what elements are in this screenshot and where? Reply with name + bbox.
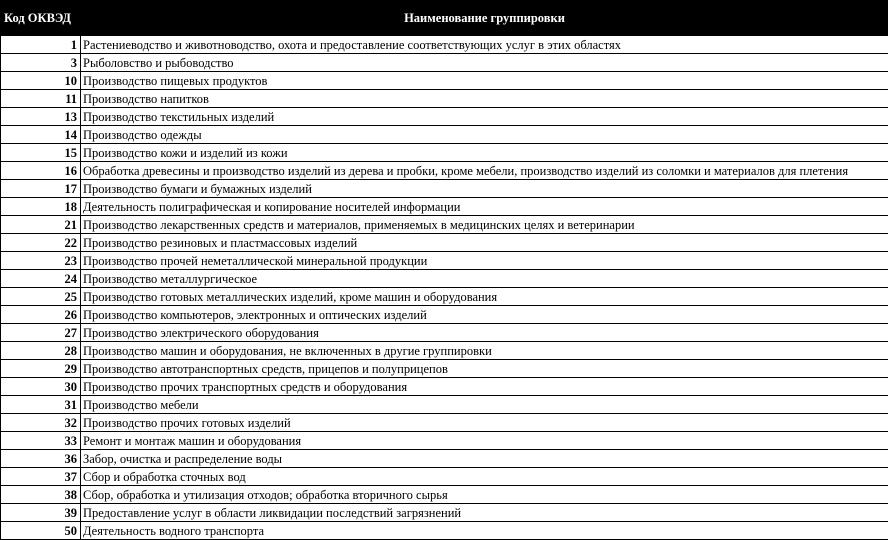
header-name: Наименование группировки bbox=[81, 1, 888, 36]
table-row bbox=[1, 324, 888, 342]
okved-code-cell: 15 bbox=[1, 144, 81, 162]
group-name-cell: Обработка древесины и производство изделий из дерева и пробки, кроме мебели, производство изделий из соломки и материалов для плетения bbox=[81, 162, 888, 180]
okved-code-cell: 18 bbox=[1, 198, 81, 216]
table-row bbox=[1, 342, 888, 360]
group-name-cell: Производство лекарственных средств и материалов, применяемых в медицинских целях и ветеринарии bbox=[81, 216, 888, 234]
table-row bbox=[1, 90, 888, 108]
group-name-cell: Ремонт и монтаж машин и оборудования bbox=[81, 432, 888, 450]
group-name-cell: Деятельность водного транспорта bbox=[81, 522, 888, 540]
table-row bbox=[1, 396, 888, 414]
okved-code-cell: 39 bbox=[1, 504, 81, 522]
table-row bbox=[1, 306, 888, 324]
group-name-cell: Предоставление услуг в области ликвидации последствий загрязнений bbox=[81, 504, 888, 522]
okved-code-cell: 22 bbox=[1, 234, 81, 252]
table-row bbox=[1, 234, 888, 252]
okved-code-cell: 28 bbox=[1, 342, 81, 360]
okved-code-cell: 27 bbox=[1, 324, 81, 342]
table-row bbox=[1, 180, 888, 198]
group-name-cell: Производство компьютеров, электронных и оптических изделий bbox=[81, 306, 888, 324]
okved-code-cell: 38 bbox=[1, 486, 81, 504]
group-name-cell: Производство машин и оборудования, не включенных в другие группировки bbox=[81, 342, 888, 360]
okved-code-cell: 1 bbox=[1, 36, 81, 54]
group-name-cell: Забор, очистка и распределение воды bbox=[81, 450, 888, 468]
table-row bbox=[1, 288, 888, 306]
group-name-cell: Производство резиновых и пластмассовых изделий bbox=[81, 234, 888, 252]
group-name-cell: Производство прочих готовых изделий bbox=[81, 414, 888, 432]
okved-code-cell: 10 bbox=[1, 72, 81, 90]
group-name-cell: Производство мебели bbox=[81, 396, 888, 414]
group-name-cell: Производство автотранспортных средств, прицепов и полуприцепов bbox=[81, 360, 888, 378]
okved-code-cell: 23 bbox=[1, 252, 81, 270]
okved-code-cell: 33 bbox=[1, 432, 81, 450]
okved-code-cell: 37 bbox=[1, 468, 81, 486]
table-row bbox=[1, 144, 888, 162]
table-row bbox=[1, 360, 888, 378]
okved-code-cell: 50 bbox=[1, 522, 81, 540]
table-row bbox=[1, 216, 888, 234]
okved-code-cell: 36 bbox=[1, 450, 81, 468]
group-name-cell: Рыболовство и рыбоводство bbox=[81, 54, 888, 72]
table-row bbox=[1, 486, 888, 504]
table-row bbox=[1, 198, 888, 216]
table-row bbox=[1, 108, 888, 126]
okved-code-cell: 26 bbox=[1, 306, 81, 324]
okved-code-cell: 30 bbox=[1, 378, 81, 396]
okved-code-cell: 29 bbox=[1, 360, 81, 378]
okved-code-cell: 16 bbox=[1, 162, 81, 180]
group-name-cell: Сбор и обработка сточных вод bbox=[81, 468, 888, 486]
table-body bbox=[1, 36, 888, 540]
table-row bbox=[1, 54, 888, 72]
header-code: Код ОКВЭД bbox=[1, 1, 81, 36]
okved-code-cell: 14 bbox=[1, 126, 81, 144]
okved-code-cell: 17 bbox=[1, 180, 81, 198]
table-row bbox=[1, 270, 888, 288]
group-name-cell: Производство одежды bbox=[81, 126, 888, 144]
table-row bbox=[1, 504, 888, 522]
table-row bbox=[1, 450, 888, 468]
okved-code-cell: 31 bbox=[1, 396, 81, 414]
group-name-cell: Производство прочей неметаллической минеральной продукции bbox=[81, 252, 888, 270]
table-header bbox=[1, 1, 888, 36]
group-name-cell: Производство кожи и изделий из кожи bbox=[81, 144, 888, 162]
okved-code-cell: 3 bbox=[1, 54, 81, 72]
group-name-cell: Сбор, обработка и утилизация отходов; обработка вторичного сырья bbox=[81, 486, 888, 504]
okved-code-cell: 21 bbox=[1, 216, 81, 234]
okved-code-cell: 24 bbox=[1, 270, 81, 288]
group-name-cell: Производство текстильных изделий bbox=[81, 108, 888, 126]
table-row bbox=[1, 432, 888, 450]
group-name-cell: Производство напитков bbox=[81, 90, 888, 108]
table-row bbox=[1, 468, 888, 486]
okved-code-cell: 32 bbox=[1, 414, 81, 432]
group-name-cell: Производство электрического оборудования bbox=[81, 324, 888, 342]
table-row bbox=[1, 414, 888, 432]
table-row bbox=[1, 72, 888, 90]
okved-code-cell: 25 bbox=[1, 288, 81, 306]
header-row bbox=[1, 1, 888, 36]
table-row bbox=[1, 36, 888, 54]
group-name-cell: Деятельность полиграфическая и копирование носителей информации bbox=[81, 198, 888, 216]
table-row bbox=[1, 522, 888, 540]
okved-code-cell: 13 bbox=[1, 108, 81, 126]
table-row bbox=[1, 126, 888, 144]
table-row bbox=[1, 162, 888, 180]
group-name-cell: Растениеводство и животноводство, охота и предоставление соответствующих услуг в этих областях bbox=[81, 36, 888, 54]
okved-code-cell: 11 bbox=[1, 90, 81, 108]
group-name-cell: Производство металлургическое bbox=[81, 270, 888, 288]
group-name-cell: Производство готовых металлических изделий, кроме машин и оборудования bbox=[81, 288, 888, 306]
group-name-cell: Производство бумаги и бумажных изделий bbox=[81, 180, 888, 198]
table-row bbox=[1, 378, 888, 396]
table-row bbox=[1, 252, 888, 270]
group-name-cell: Производство пищевых продуктов bbox=[81, 72, 888, 90]
group-name-cell: Производство прочих транспортных средств и оборудования bbox=[81, 378, 888, 396]
